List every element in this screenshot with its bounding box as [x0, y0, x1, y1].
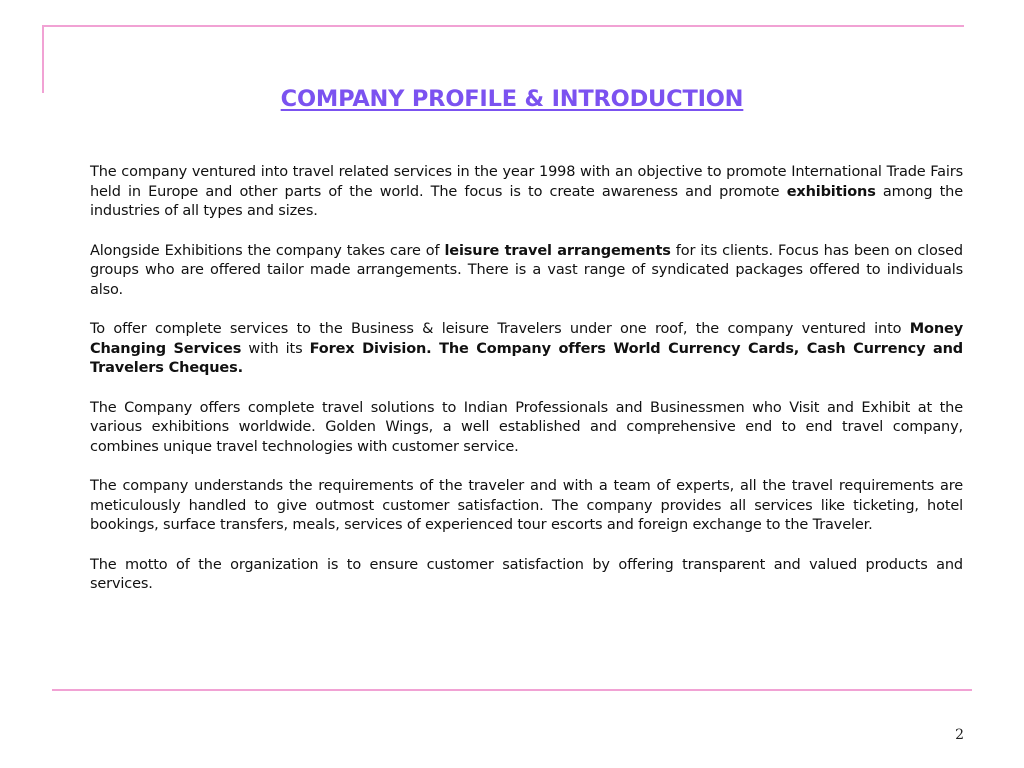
- paragraph-motto: [90, 556, 963, 595]
- paragraph-leisure-travel: [90, 242, 963, 301]
- body-text: [90, 163, 963, 615]
- text-segment: The Company offers complete travel solutions to Indian Professionals and Businessmen who Visit and Exhibit at the various exhibitions worldwide. Golden Wings, a well established and comprehensive end to end travel company, combines unique travel technologies with customer service.: [90, 399, 963, 455]
- text-segment: The company ventured into travel related services in the year 1998 with an objective to promote International Trade Fairs held in Europe and other parts of the world. The focus is to create awareness and promote: [90, 164, 963, 200]
- text-segment: Alongside Exhibitions the company takes care of: [90, 242, 445, 259]
- text-segment: with its: [241, 340, 310, 357]
- bold-segment: leisure travel arrangements: [444, 242, 671, 259]
- text-segment: To offer complete services to the Business & leisure Travelers under one roof, the company ventured into: [90, 321, 910, 337]
- text-segment: The motto of the organization is to ensure customer satisfaction by offering transparent and valued products and services.: [90, 556, 963, 592]
- bottom-border-line: [52, 689, 972, 691]
- text-segment: The company understands the requirements of the traveler and with a team of experts, all the travel requirements are meticulously handled to give outmost customer satisfaction. The company provides all services like ticketing, hotel bookings, surface transfers, meals, services of experienced tour escorts and foreign exchange to the Traveler.: [90, 478, 963, 533]
- page-number: 2: [955, 727, 964, 743]
- bold-segment: exhibitions: [786, 183, 876, 200]
- page-title: COMPANY PROFILE & INTRODUCTION: [280, 86, 744, 112]
- paragraph-money-changing: [90, 320, 963, 379]
- top-border-line: [42, 25, 964, 27]
- paragraph-exhibitions: [90, 163, 963, 222]
- left-border-line: [42, 25, 44, 93]
- text-segment: among the industries of all types and sizes.: [90, 183, 963, 219]
- paragraph-travel-solutions: [90, 399, 963, 458]
- paragraph-requirements: [90, 477, 963, 536]
- bold-segment: Forex Division. The Company offers World Currency Cards, Cash Currency and Travelers Cheques.: [90, 340, 963, 376]
- bold-segment: Money Changing Services: [90, 321, 963, 357]
- text-segment: for its clients. Focus has been on closed groups who are offered tailor made arrangements. There is a vast range of syndicated packages offered to individuals also.: [90, 242, 963, 298]
